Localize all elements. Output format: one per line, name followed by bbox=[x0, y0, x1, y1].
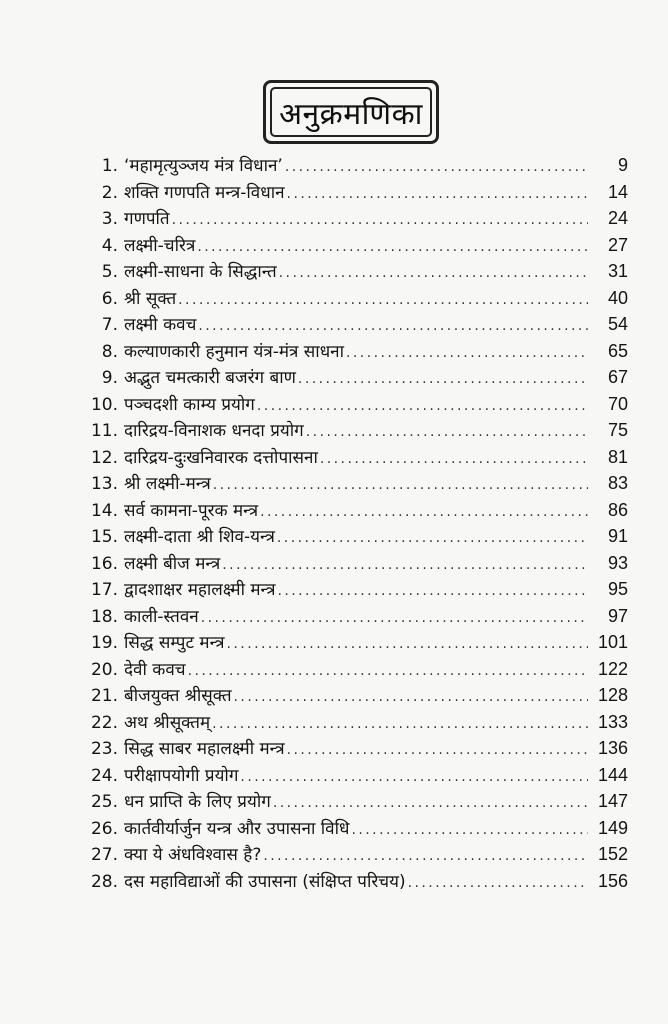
toc-entry-number: 25. bbox=[90, 792, 118, 812]
dot-leader bbox=[285, 154, 588, 181]
toc-entry bbox=[80, 417, 628, 444]
toc-entry-page: 67 bbox=[607, 367, 628, 387]
toc-entry-number: 2. bbox=[101, 182, 118, 203]
toc-entry-title: अद्भुत चमत्कारी बजरंग बाण bbox=[124, 368, 296, 388]
dot-leader bbox=[222, 552, 588, 579]
toc-entry-page: 93 bbox=[607, 552, 628, 573]
toc-entry-number: 19. bbox=[90, 633, 118, 653]
dot-leader bbox=[227, 631, 589, 658]
toc-entry-number: 26. bbox=[90, 818, 118, 839]
toc-entry-number: 4. bbox=[101, 235, 118, 256]
dot-leader bbox=[212, 711, 588, 738]
toc-entry bbox=[80, 523, 628, 550]
toc-entry bbox=[80, 629, 628, 656]
toc-entry bbox=[80, 656, 628, 683]
toc-entry-number: 8. bbox=[101, 341, 118, 362]
toc-entry-number: 21. bbox=[90, 686, 118, 706]
dot-leader bbox=[260, 499, 588, 526]
dot-leader bbox=[197, 234, 588, 261]
dot-leader bbox=[273, 790, 588, 817]
toc-entry-number: 17. bbox=[90, 580, 118, 600]
page-title: अनुक्रमणिका bbox=[270, 87, 432, 137]
toc-entry-title: सर्व कामना-पूरक मन्त्र bbox=[124, 500, 259, 521]
toc-entry-number: 7. bbox=[101, 315, 118, 335]
toc-entry-title: देवी कवच bbox=[124, 659, 186, 680]
toc-entry-title: दारिद्रय-विनाशक धनदा प्रयोग bbox=[124, 421, 304, 441]
dot-leader bbox=[320, 446, 588, 473]
toc-entry-number: 24. bbox=[90, 765, 118, 786]
toc-entry-page: 156 bbox=[597, 870, 628, 891]
dot-leader bbox=[298, 366, 588, 393]
toc-entry bbox=[80, 603, 628, 630]
toc-entry-title: द्वादशाक्षर महालक्ष्मी मन्त्र bbox=[124, 580, 276, 600]
toc-entry-number: 5. bbox=[101, 262, 118, 282]
dot-leader bbox=[287, 737, 588, 764]
toc-entry-number: 27. bbox=[90, 845, 118, 865]
toc-entry-page: 97 bbox=[607, 605, 628, 626]
toc-entry-page: 128 bbox=[597, 685, 628, 705]
toc-entry-page: 81 bbox=[607, 446, 628, 467]
toc-entry-number: 10. bbox=[90, 394, 118, 415]
toc-entry-page: 147 bbox=[597, 791, 628, 811]
toc-entry-number: 13. bbox=[90, 474, 118, 494]
toc-entry-title: सिद्ध सम्पुट मन्त्र bbox=[124, 633, 225, 653]
toc-entry-number: 20. bbox=[90, 659, 118, 680]
dot-leader bbox=[213, 472, 588, 499]
toc-entry-title: लक्ष्मी-साधना के सिद्धान्त bbox=[124, 262, 277, 282]
toc-entry bbox=[80, 152, 628, 179]
toc-entry-page: 133 bbox=[597, 711, 628, 732]
dot-leader bbox=[178, 287, 588, 314]
toc-entry bbox=[80, 338, 628, 365]
toc-entry-title: लक्ष्मी बीज मन्त्र bbox=[124, 553, 221, 574]
toc-entry-page: 9 bbox=[617, 155, 628, 175]
toc-entry-page: 31 bbox=[607, 261, 628, 281]
toc-entry-number: 28. bbox=[90, 871, 118, 892]
toc-entry-title: पञ्चदशी काम्य प्रयोग bbox=[124, 394, 255, 415]
toc-entry-page: 152 bbox=[597, 844, 628, 864]
toc-entry-title: श्री सूक्त bbox=[124, 288, 177, 309]
toc-entry bbox=[80, 815, 628, 842]
toc-entry-number: 6. bbox=[101, 288, 118, 309]
toc-entry-number: 1. bbox=[101, 156, 118, 176]
dot-leader bbox=[408, 870, 588, 897]
toc-entry-page: 14 bbox=[607, 181, 628, 202]
table-of-contents bbox=[80, 152, 628, 894]
toc-entry bbox=[80, 868, 628, 895]
toc-entry-title: शक्ति गणपति मन्त्र-विधान bbox=[124, 182, 285, 203]
toc-entry bbox=[80, 470, 628, 497]
toc-entry-title: दारिद्रय-दुःखनिवारक दत्तोपासना bbox=[124, 447, 318, 468]
toc-entry bbox=[80, 232, 628, 259]
toc-entry-number: 3. bbox=[101, 209, 118, 229]
toc-entry bbox=[80, 788, 628, 815]
dot-leader bbox=[277, 578, 588, 605]
toc-entry-page: 24 bbox=[607, 208, 628, 228]
toc-entry-page: 122 bbox=[597, 658, 628, 679]
toc-entry-title: कार्तवीर्यार्जुन यन्त्र और उपासना विधि bbox=[124, 818, 350, 839]
dot-leader bbox=[306, 419, 588, 446]
toc-entry bbox=[80, 311, 628, 338]
toc-entry bbox=[80, 258, 628, 285]
toc-entry-number: 12. bbox=[90, 447, 118, 468]
toc-entry-page: 27 bbox=[607, 234, 628, 255]
toc-entry-title: धन प्राप्ति के लिए प्रयोग bbox=[124, 792, 271, 812]
toc-entry bbox=[80, 762, 628, 789]
toc-entry-number: 18. bbox=[90, 606, 118, 627]
toc-entry-page: 83 bbox=[607, 473, 628, 493]
toc-entry-number: 16. bbox=[90, 553, 118, 574]
toc-entry-page: 86 bbox=[607, 499, 628, 520]
toc-entry-title: सिद्ध साबर महालक्ष्मी मन्त्र bbox=[124, 739, 285, 759]
toc-entry bbox=[80, 285, 628, 312]
dot-leader bbox=[351, 817, 588, 844]
toc-entry-page: 136 bbox=[597, 738, 628, 758]
toc-entry-title: ‘महामृत्युञ्जय मंत्र विधान’ bbox=[124, 156, 283, 176]
heading-frame bbox=[263, 80, 439, 144]
toc-entry-page: 65 bbox=[607, 340, 628, 361]
toc-entry-number: 23. bbox=[90, 739, 118, 759]
toc-entry-title: श्री लक्ष्मी-मन्त्र bbox=[124, 474, 211, 494]
dot-leader bbox=[234, 684, 588, 711]
toc-entry-number: 15. bbox=[90, 527, 118, 547]
toc-entry bbox=[80, 576, 628, 603]
toc-entry-title: लक्ष्मी कवच bbox=[124, 315, 197, 335]
toc-entry bbox=[80, 709, 628, 736]
toc-entry-title: काली-स्तवन bbox=[124, 606, 199, 627]
toc-entry-title: गणपति bbox=[124, 209, 170, 229]
toc-entry-page: 144 bbox=[597, 764, 628, 785]
toc-entry bbox=[80, 391, 628, 418]
toc-entry-number: 11. bbox=[90, 421, 118, 441]
toc-entry-title: बीजयुक्त श्रीसूक्त bbox=[124, 686, 232, 706]
toc-entry-page: 149 bbox=[597, 817, 628, 838]
toc-entry-title: परीक्षापयोगी प्रयोग bbox=[124, 765, 239, 786]
toc-entry-page: 40 bbox=[607, 287, 628, 308]
toc-entry bbox=[80, 735, 628, 762]
dot-leader bbox=[198, 313, 588, 340]
dot-leader bbox=[287, 181, 588, 208]
toc-entry bbox=[80, 205, 628, 232]
toc-entry-page: 70 bbox=[607, 393, 628, 414]
toc-entry bbox=[80, 364, 628, 391]
dot-leader bbox=[257, 393, 588, 420]
toc-entry bbox=[80, 841, 628, 868]
toc-entry-page: 95 bbox=[607, 579, 628, 599]
toc-entry bbox=[80, 550, 628, 577]
dot-leader bbox=[263, 843, 588, 870]
dot-leader bbox=[201, 605, 588, 632]
toc-entry bbox=[80, 682, 628, 709]
toc-entry-title: लक्ष्मी-चरित्र bbox=[124, 235, 196, 256]
toc-entry-number: 9. bbox=[101, 368, 118, 388]
toc-entry-title: क्या ये अंधविश्वास है? bbox=[124, 845, 262, 865]
toc-entry-page: 101 bbox=[597, 632, 628, 652]
toc-entry-title: दस महाविद्याओं की उपासना (संक्षिप्त परिचय) bbox=[124, 871, 406, 892]
dot-leader bbox=[277, 525, 588, 552]
toc-entry-page: 75 bbox=[607, 420, 628, 440]
dot-leader bbox=[346, 340, 588, 367]
toc-entry-number: 14. bbox=[90, 500, 118, 521]
dot-leader bbox=[240, 764, 588, 791]
toc-entry-title: कल्याणकारी हनुमान यंत्र-मंत्र साधना bbox=[124, 341, 344, 362]
toc-entry bbox=[80, 444, 628, 471]
toc-entry-title: अथ श्रीसूक्तम् bbox=[124, 712, 211, 733]
toc-entry bbox=[80, 179, 628, 206]
dot-leader bbox=[279, 260, 588, 287]
toc-entry-page: 54 bbox=[607, 314, 628, 334]
dot-leader bbox=[172, 207, 588, 234]
toc-entry-title: लक्ष्मी-दाता श्री शिव-यन्त्र bbox=[124, 527, 275, 547]
dot-leader bbox=[188, 658, 588, 685]
toc-entry bbox=[80, 497, 628, 524]
toc-entry-number: 22. bbox=[90, 712, 118, 733]
toc-entry-page: 91 bbox=[607, 526, 628, 546]
